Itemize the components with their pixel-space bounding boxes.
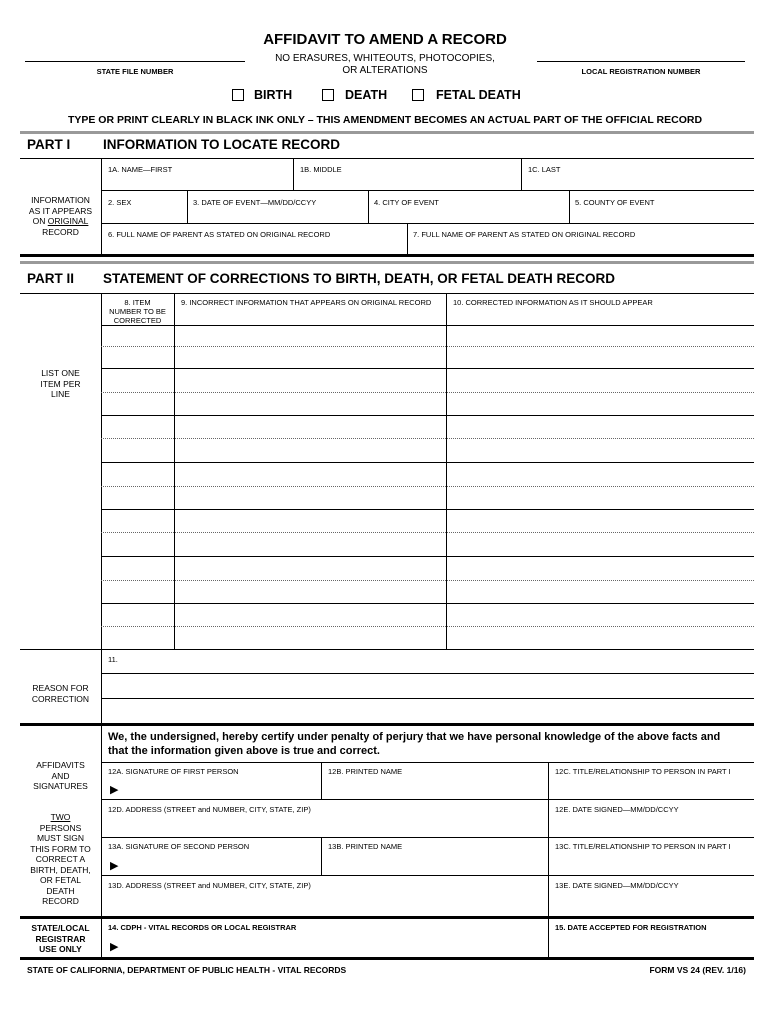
side-text-underlined: TWO xyxy=(50,812,71,822)
rule xyxy=(20,916,754,919)
field-12c-title-relationship[interactable]: 12C. TITLE/RELATIONSHIP TO PERSON IN PART I xyxy=(555,767,731,776)
field-9-incorrect-info-header: 9. INCORRECT INFORMATION THAT APPEARS ON ORIGINAL RECORD xyxy=(181,298,432,307)
rule xyxy=(368,190,369,223)
rule xyxy=(101,916,102,958)
part1-rule xyxy=(20,131,754,134)
rule xyxy=(101,190,754,191)
field-7-parent-name[interactable]: 7. FULL NAME OF PARENT AS STATED ON ORIGINAL RECORD xyxy=(413,230,636,239)
side-text: THIS FORM TO xyxy=(30,843,91,854)
part2-side-label xyxy=(22,368,99,400)
rule xyxy=(101,223,754,224)
subtitle-line-1: NO ERASURES, WHITEOUTS, PHOTOCOPIES, xyxy=(275,53,495,64)
correction-row[interactable] xyxy=(101,509,754,510)
correction-row[interactable] xyxy=(101,325,754,326)
header-text: 8. ITEM xyxy=(124,298,151,307)
part1-side-label xyxy=(22,195,99,237)
side-text: BIRTH, DEATH, xyxy=(30,864,91,875)
side-text xyxy=(22,216,99,227)
rule xyxy=(20,723,754,726)
field-13d-address[interactable]: 13D. ADDRESS (STREET and NUMBER, CITY, STATE, ZIP) xyxy=(108,881,311,890)
rule xyxy=(101,723,102,917)
subtitle-line-2: OR ALTERATIONS xyxy=(342,65,428,76)
rule xyxy=(20,293,754,294)
side-text: LIST ONE xyxy=(41,368,80,378)
field-12d-address[interactable]: 12D. ADDRESS (STREET and NUMBER, CITY, STATE, ZIP) xyxy=(108,805,311,814)
field-6-parent-name[interactable]: 6. FULL NAME OF PARENT AS STATED ON ORIGINAL RECORD xyxy=(108,230,331,239)
correction-row[interactable] xyxy=(101,415,754,416)
rule xyxy=(187,190,188,223)
rule xyxy=(101,438,754,439)
rule xyxy=(101,346,754,347)
side-text-underlined: ORIGINAL xyxy=(47,216,89,226)
rule xyxy=(20,649,754,650)
form-subtitle xyxy=(250,53,520,77)
birth-checkbox-label: BIRTH xyxy=(254,88,293,102)
side-text: INFORMATION xyxy=(31,195,90,205)
rule xyxy=(521,158,522,190)
arrow-right-icon: ▶ xyxy=(110,941,119,953)
rule xyxy=(101,626,754,627)
side-text: STATE/LOCAL xyxy=(31,923,90,933)
side-text: REGISTRAR xyxy=(35,933,86,944)
field-12b-printed-name[interactable]: 12B. PRINTED NAME xyxy=(328,767,403,776)
rule xyxy=(321,837,322,875)
form-title: AFFIDAVIT TO AMEND A RECORD xyxy=(263,31,507,48)
part2-label: PART II xyxy=(27,271,74,286)
certification-statement xyxy=(108,731,720,758)
side-text: AS IT APPEARS xyxy=(28,205,93,216)
local-registration-number-field[interactable] xyxy=(537,61,745,62)
certification-line: that the information given above is true and correct. xyxy=(108,744,380,757)
rule xyxy=(101,698,754,699)
field-1b-middle[interactable]: 1B. MIDDLE xyxy=(300,165,342,174)
rule xyxy=(407,223,408,254)
rule xyxy=(101,158,102,255)
field-2-sex[interactable]: 2. SEX xyxy=(108,198,132,207)
field-13a-signature[interactable]: 13A. SIGNATURE OF SECOND PERSON xyxy=(108,842,250,851)
side-text: CORRECT A xyxy=(35,854,86,864)
part1-label: PART I xyxy=(27,137,71,152)
field-4-city-of-event[interactable]: 4. CITY OF EVENT xyxy=(374,198,439,207)
affidavit-side-label xyxy=(22,760,99,792)
side-text: REASON FOR xyxy=(32,683,89,693)
correction-row[interactable] xyxy=(101,603,754,604)
arrow-right-icon: ▶ xyxy=(110,860,119,872)
field-12a-signature[interactable]: 12A. SIGNATURE OF FIRST PERSON xyxy=(108,767,239,776)
certification-line: We, the undersigned, hereby certify under penalty of perjury that we have personal knowledge of the above facts and xyxy=(108,731,721,743)
field-13b-printed-name[interactable]: 13B. PRINTED NAME xyxy=(328,842,403,851)
rule xyxy=(20,254,754,257)
instruction-text: TYPE OR PRINT CLEARLY IN BLACK INK ONLY – THIS AMENDMENT BECOMES AN ACTUAL PART OF THE OFFICIAL RECORD xyxy=(67,114,703,126)
rule xyxy=(293,158,294,190)
field-10-corrected-info-header: 10. CORRECTED INFORMATION AS IT SHOULD APPEAR xyxy=(453,298,653,307)
rule xyxy=(20,957,754,960)
side-text: MUST SIGN xyxy=(36,833,85,843)
local-registration-number-label: LOCAL REGISTRATION NUMBER xyxy=(581,67,701,76)
reason-side-label xyxy=(22,683,99,704)
field-14-registrar[interactable]: 14. CDPH - VITAL RECORDS OR LOCAL REGISTRAR xyxy=(108,923,297,932)
rule xyxy=(101,649,102,723)
rule xyxy=(101,486,754,487)
death-checkbox[interactable] xyxy=(322,89,334,101)
rule xyxy=(20,158,754,159)
side-text: USE ONLY xyxy=(39,944,82,954)
rule xyxy=(101,673,754,674)
rule xyxy=(101,532,754,533)
rule xyxy=(101,837,754,838)
field-13c-title-relationship[interactable]: 13C. TITLE/RELATIONSHIP TO PERSON IN PART I xyxy=(555,842,731,851)
side-text: ITEM PER xyxy=(40,378,81,389)
field-5-county-of-event[interactable]: 5. COUNTY OF EVENT xyxy=(575,198,655,207)
rule xyxy=(548,837,549,917)
arrow-right-icon: ▶ xyxy=(110,784,119,796)
side-text: RECORD xyxy=(42,226,79,237)
state-file-number-label: STATE FILE NUMBER xyxy=(96,67,174,76)
footer-agency: STATE OF CALIFORNIA, DEPARTMENT OF PUBLIC HEALTH - VITAL RECORDS xyxy=(27,965,347,975)
part1-title: INFORMATION TO LOCATE RECORD xyxy=(103,137,340,152)
correction-row[interactable] xyxy=(101,368,754,369)
header-text: CORRECTED xyxy=(113,316,162,325)
field-15-date-accepted[interactable]: 15. DATE ACCEPTED FOR REGISTRATION xyxy=(555,923,707,932)
part2-title: STATEMENT OF CORRECTIONS TO BIRTH, DEATH, OR FETAL DEATH RECORD xyxy=(103,271,615,286)
correction-row[interactable] xyxy=(101,556,754,557)
correction-row[interactable] xyxy=(101,462,754,463)
side-text: CORRECTION xyxy=(31,693,90,704)
side-text: PERSONS xyxy=(39,822,82,833)
fetal-death-checkbox[interactable] xyxy=(412,89,424,101)
fetal-death-checkbox-label: FETAL DEATH xyxy=(436,88,521,102)
state-file-number-field[interactable] xyxy=(25,61,245,62)
side-text: AND xyxy=(51,770,70,781)
side-text: OR FETAL xyxy=(40,875,81,885)
side-text: AFFIDAVITS xyxy=(36,760,85,770)
field-11-reason[interactable]: 11. xyxy=(108,655,118,664)
rule xyxy=(101,762,754,763)
death-checkbox-label: DEATH xyxy=(345,88,388,102)
rule xyxy=(569,190,570,223)
rule xyxy=(101,799,754,800)
side-text: ON xyxy=(32,216,48,226)
part2-rule xyxy=(20,261,754,264)
field-1a-name-first[interactable]: 1A. NAME—FIRST xyxy=(108,165,173,174)
birth-checkbox[interactable] xyxy=(232,89,244,101)
side-text: RECORD xyxy=(42,896,79,906)
footer-form-number: FORM VS 24 (REV. 1/16) xyxy=(649,965,746,975)
rule xyxy=(548,916,549,958)
rule xyxy=(321,762,322,799)
field-12e-date-signed[interactable]: 12E. DATE SIGNED—MM/DD/CCYY xyxy=(555,805,679,814)
registrar-side-label xyxy=(22,923,99,955)
rule xyxy=(101,875,754,876)
rule xyxy=(101,392,754,393)
field-1c-last[interactable]: 1C. LAST xyxy=(528,165,561,174)
side-text: LINE xyxy=(51,389,70,399)
header-text: NUMBER TO BE xyxy=(109,307,166,316)
field-3-date-of-event[interactable]: 3. DATE OF EVENT—MM/DD/CCYY xyxy=(193,198,317,207)
side-text: DEATH xyxy=(46,885,75,896)
rule xyxy=(101,580,754,581)
two-persons-note xyxy=(22,812,99,907)
side-text: SIGNATURES xyxy=(33,781,88,791)
field-8-item-number-header xyxy=(101,298,174,325)
field-13e-date-signed[interactable]: 13E. DATE SIGNED—MM/DD/CCYY xyxy=(555,881,679,890)
